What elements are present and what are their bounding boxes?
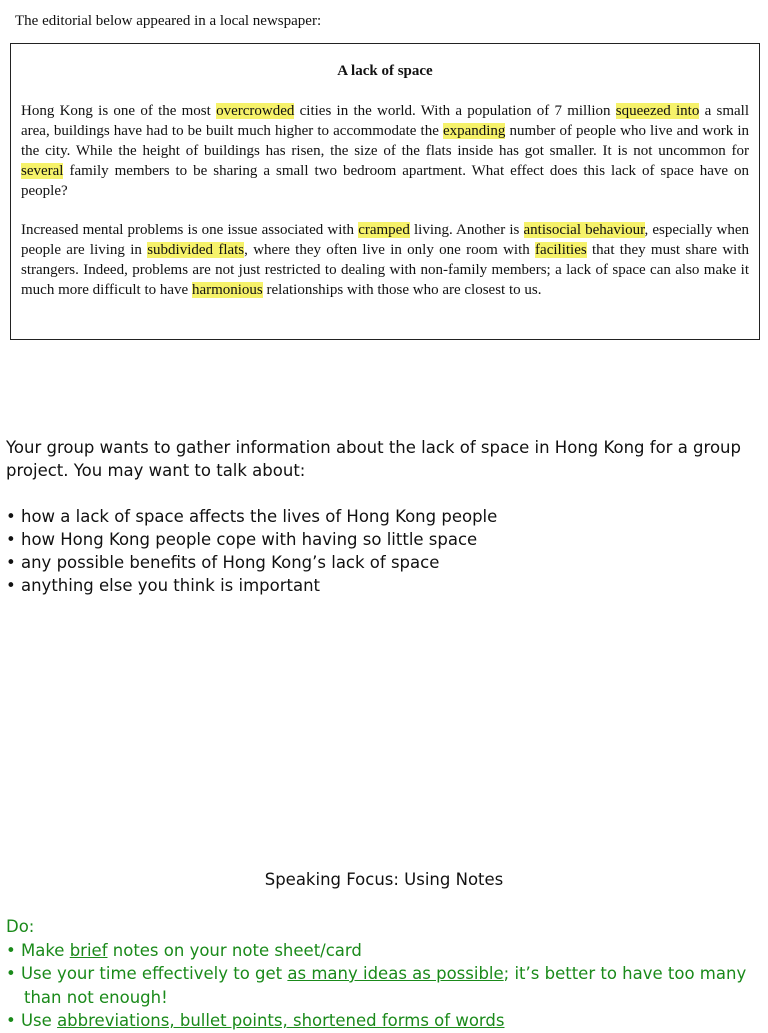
task-bullet: • any possible benefits of Hong Kong’s lack of space [6, 551, 762, 574]
editorial-paragraph-1 [21, 101, 749, 201]
speaking-focus-title: Speaking Focus: Using Notes [264, 870, 504, 889]
underlined-text: brief [69, 940, 108, 960]
highlight-harmonious: harmonious [191, 282, 263, 298]
highlight-several: several [21, 163, 64, 179]
highlight-facilities: facilities [535, 242, 587, 258]
text-run: cities in the world. With a population of 7 million [294, 103, 616, 119]
task-bullet: • how a lack of space affects the lives of Hong Kong people [6, 505, 762, 528]
highlight-overcrowded: overcrowded [216, 103, 295, 119]
editorial-box [10, 43, 760, 340]
task-bullet: • anything else you think is important [6, 574, 762, 597]
highlight-cramped: cramped [358, 222, 410, 238]
scanned-editorial [0, 0, 768, 345]
text-run: living. Another is [409, 222, 524, 238]
underlined-text: as many ideas as possible [287, 964, 504, 983]
text-run: that they must share with strangers. Indeed, problems are not just restricted to dealing with non-family members; a lack of space can also make it much more difficult to have [21, 242, 750, 298]
text-run: Hong Kong is one of the most [21, 103, 217, 119]
task-section [6, 436, 762, 597]
text-run: a small area, buildings have had to be built much higher to accommodate the [21, 103, 750, 139]
highlight-subdivided-flats: subdivided flats [147, 242, 245, 258]
text-run: number of people who live and work in the city. While the height of buildings has risen, the size of the flats inside has got smaller. It is not uncommon for [21, 123, 749, 159]
text-run: family members to be sharing a small two bedroom apartment. What effect does this lack of space have on people? [21, 163, 749, 199]
do-label: Do: [6, 917, 35, 936]
text-run: relationships with those who are closest to us. [262, 282, 542, 298]
text-run: , where they often live in only one room with [244, 242, 536, 258]
editorial-intro: The editorial below appeared in a local newspaper: [15, 13, 322, 29]
do-item: • Use your time effectively to get as many ideas as possible; it’s better to have too many than not enough! [6, 962, 762, 1009]
do-section [6, 915, 762, 1033]
do-item: • Make brief notes on your note sheet/card [6, 939, 762, 963]
do-item: • Use abbreviations, bullet points, shortened forms of words [6, 1009, 762, 1033]
highlight-antisocial-behaviour: antisocial behaviour [523, 222, 645, 238]
underlined-text: abbreviations, bullet points, shortened forms of words [57, 1011, 505, 1030]
do-list [6, 939, 762, 1033]
task-intro: Your group wants to gather information about the lack of space in Hong Kong for a group project. You may want to talk about: [6, 438, 741, 480]
highlight-squeezed-into: squeezed into [615, 103, 700, 119]
task-bullet-list [6, 505, 762, 597]
task-bullet: • how Hong Kong people cope with having so little space [6, 528, 762, 551]
text-run: , especially when people are living in [21, 222, 749, 258]
text-run: Increased mental problems is one issue associated with [21, 222, 359, 238]
editorial-title: A lack of space [337, 63, 433, 79]
editorial-paragraph-2 [21, 220, 749, 300]
highlight-expanding: expanding [442, 123, 506, 139]
